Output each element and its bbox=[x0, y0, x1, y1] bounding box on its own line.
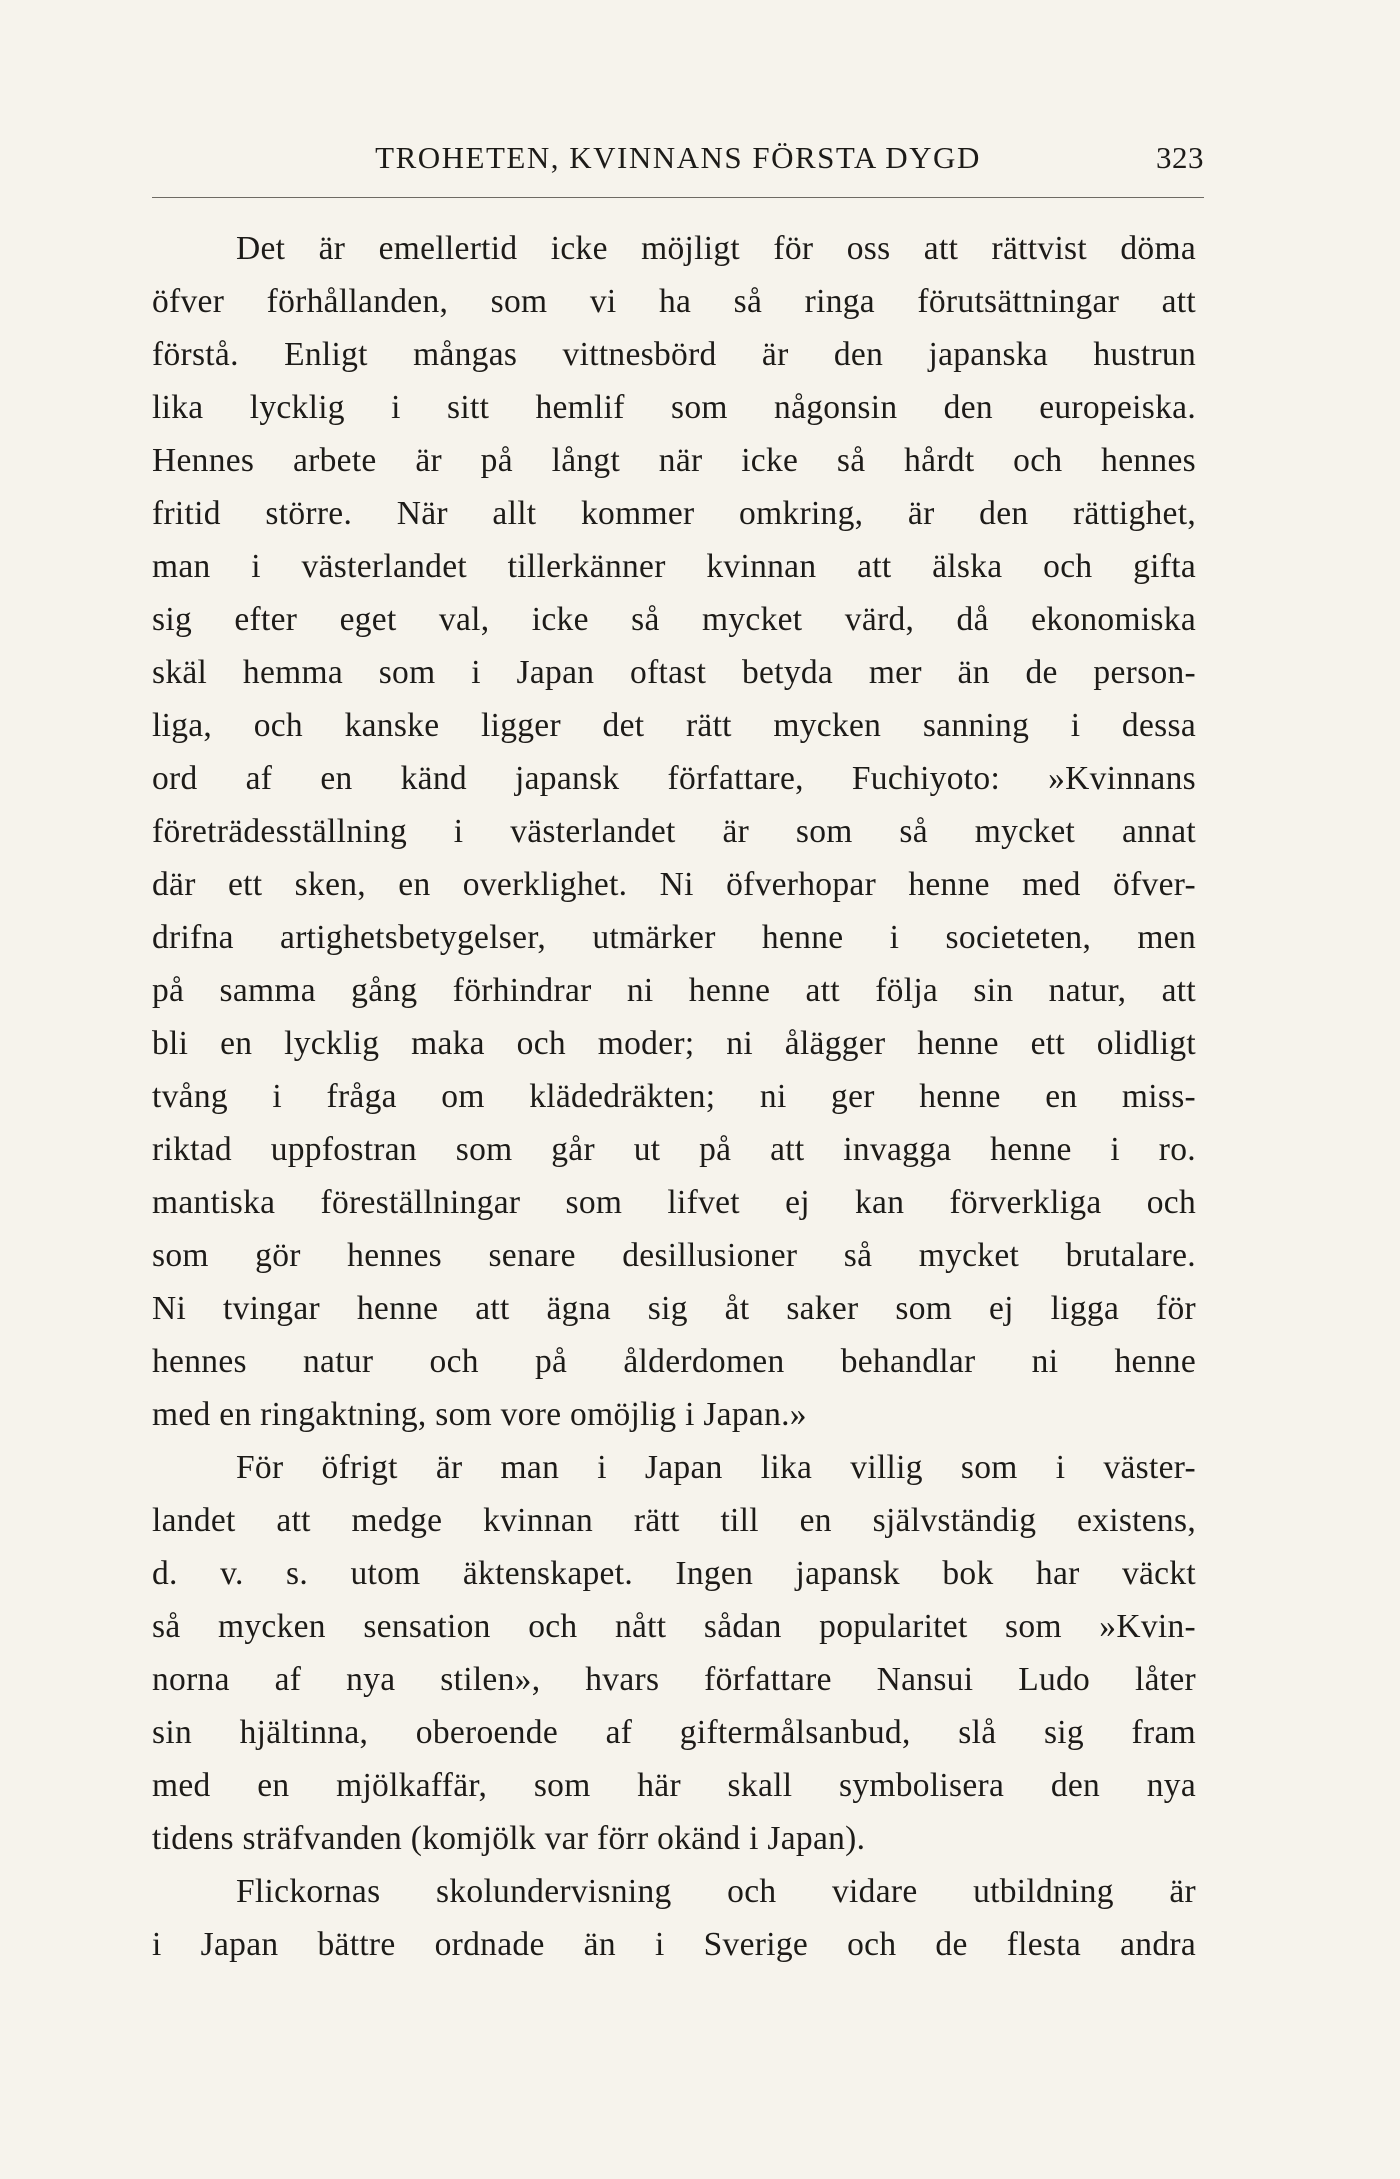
text-line: Det är emellertid icke möjligt för oss att rättvist döma bbox=[236, 230, 1196, 267]
text-line: öfver förhållanden, som vi ha så ringa förutsättningar att bbox=[152, 283, 1196, 320]
text-line: hennes natur och på ålderdomen behandlar ni henne bbox=[152, 1343, 1196, 1380]
text-line: lika lycklig i sitt hemlif som någonsin den europeiska. bbox=[152, 389, 1196, 426]
text-line: tvång i fråga om klädedräkten; ni ger henne en miss- bbox=[152, 1078, 1196, 1115]
text-line: riktad uppfostran som går ut på att invagga henne i ro. bbox=[152, 1131, 1196, 1168]
text-line: tidens sträfvanden (komjölk var förr okänd i Japan). bbox=[152, 1820, 866, 1857]
text-line: norna af nya stilen», hvars författare Nansui Ludo låter bbox=[152, 1661, 1196, 1698]
paragraph-2 bbox=[152, 1441, 1196, 1865]
text-line: på samma gång förhindrar ni henne att följa sin natur, att bbox=[152, 972, 1196, 1009]
paragraph-1 bbox=[152, 222, 1196, 1441]
text-line: Ni tvingar henne att ägna sig åt saker som ej ligga för bbox=[152, 1290, 1196, 1327]
text-line: fritid större. När allt kommer omkring, är den rättighet, bbox=[152, 495, 1196, 532]
text-line: ord af en känd japansk författare, Fuchiyoto: »Kvinnans bbox=[152, 760, 1196, 797]
text-line: Hennes arbete är på långt när icke så hårdt och hennes bbox=[152, 442, 1196, 479]
text-line: d. v. s. utom äktenskapet. Ingen japansk bok har väckt bbox=[152, 1555, 1196, 1592]
running-title: TROHETEN, KVINNANS FÖRSTA DYGD bbox=[375, 140, 981, 175]
text-line: med en ringaktning, som vore omöjlig i Japan.» bbox=[152, 1396, 807, 1433]
header-rule bbox=[152, 197, 1204, 198]
text-line: För öfrigt är man i Japan lika villig som i väster- bbox=[236, 1449, 1196, 1486]
text-line: där ett sken, en overklighet. Ni öfverhopar henne med öfver- bbox=[152, 866, 1196, 903]
text-line: företrädesställning i västerlandet är som så mycket annat bbox=[152, 813, 1196, 850]
running-header bbox=[152, 140, 1204, 184]
body-text bbox=[152, 222, 1196, 1971]
text-line: förstå. Enligt mångas vittnesbörd är den japanska hustrun bbox=[152, 336, 1196, 373]
text-line: som gör hennes senare desillusioner så mycket brutalare. bbox=[152, 1237, 1196, 1274]
text-line: så mycken sensation och nått sådan popularitet som »Kvin- bbox=[152, 1608, 1196, 1645]
text-line: Flickornas skolundervisning och vidare utbildning är bbox=[236, 1873, 1196, 1910]
text-line: i Japan bättre ordnade än i Sverige och de flesta andra bbox=[152, 1926, 1196, 1963]
text-line: bli en lycklig maka och moder; ni ålägger henne ett olidligt bbox=[152, 1025, 1196, 1062]
text-line: sig efter eget val, icke så mycket värd, då ekonomiska bbox=[152, 601, 1196, 638]
paragraph-3 bbox=[152, 1865, 1196, 1971]
text-line: drifna artighetsbetygelser, utmärker henne i societeten, men bbox=[152, 919, 1196, 956]
text-line: sin hjältinna, oberoende af giftermålsanbud, slå sig fram bbox=[152, 1714, 1196, 1751]
text-line: landet att medge kvinnan rätt till en självständig existens, bbox=[152, 1502, 1196, 1539]
page-number: 323 bbox=[1156, 140, 1204, 175]
text-line: skäl hemma som i Japan oftast betyda mer än de person- bbox=[152, 654, 1196, 691]
text-line: mantiska föreställningar som lifvet ej kan förverkliga och bbox=[152, 1184, 1196, 1221]
text-line: man i västerlandet tillerkänner kvinnan att älska och gifta bbox=[152, 548, 1196, 585]
text-line: liga, och kanske ligger det rätt mycken sanning i dessa bbox=[152, 707, 1196, 744]
text-line: med en mjölkaffär, som här skall symbolisera den nya bbox=[152, 1767, 1196, 1804]
